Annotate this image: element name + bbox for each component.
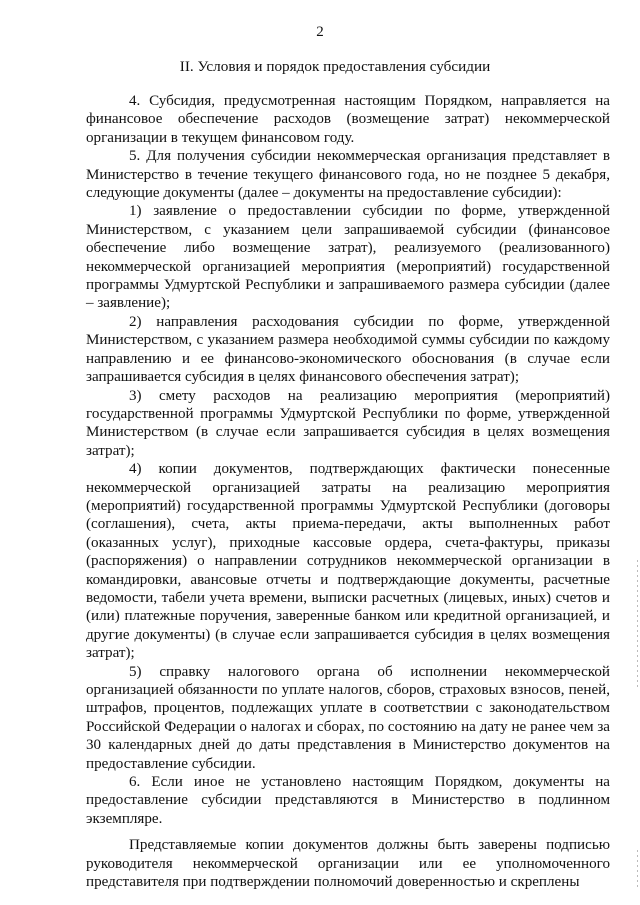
paragraph-4-subsidy-purpose: 4. Субсидия, предусмотренная настоящим Порядком, направляется на финансовое обеспечение расходов (возмещение затрат) некоммерческой организации в текущем финансовом году. (86, 93, 610, 146)
list-item-2-spending-directions: 2) направления расходования субсидии по форме, утвержденной Министерством, с указанием размера необходимой суммы субсидии по каждому направлению и ее финансово-экономического обоснования (в случае если запрашивается субсидия в целях финансового обеспечения затрат); (86, 313, 610, 386)
paragraph-copies-certification: Представляемые копии документов должны быть заверены подписью руководителя некоммерческой организации или ее уполномоченного представителя при подтверждении полномочий доверенностью и скреплены (86, 837, 610, 891)
list-item-3-cost-estimate: 3) смету расходов на реализацию мероприятия (мероприятий) государственной программы Удмуртской Республики по форме, утвержденной Министерством (в случае если запрашивается субсидия в целях возмещения затрат); (86, 387, 610, 459)
scan-edge-mark (637, 560, 638, 690)
list-item-5-tax-certificate: 5) справку налогового органа об исполнении некоммерческой организацией обязанности по уплате налогов, сборов, страховых взносов, пеней, штрафов, процентов, подлежащих уплате в соответствии с законодательством Российской Федерации о налогах и сборах, по состоянию на дату не ранее чем за 30 календарных дней до даты представления в Министерство документов на предоставление субсидии. (86, 663, 610, 772)
section-heading: II. Условия и порядок предоставления субсидии (179, 58, 491, 75)
paragraph-5-documents-list: 5. Для получения субсидии некоммерческая организация представляет в Министерство в течение текущего финансового года, но не позднее 5 декабря, следующие документы (далее – документы на предоставление субсидии): (86, 148, 610, 202)
list-item-1-application: 1) заявление о предоставлении субсидии по форме, утвержденной Министерством, с указанием цели запрашиваемой субсидии (финансовое обеспечение либо возмещение затрат), реализуемого (реализованного) некоммерческой организацией мероприятия (мероприятий) государственной программы Удмуртской Республики и запрашиваемого размера субсидии (далее – заявление); (86, 203, 610, 312)
scan-edge-mark (637, 850, 638, 890)
paragraph-6-original-documents: 6. Если иное не установлено настоящим Порядком, документы на предоставление субсидии представляются в Министерство в подлинном экземпляре. (86, 774, 610, 827)
body-text (86, 92, 610, 891)
page-number: 2 (316, 24, 324, 40)
list-item-4-document-copies: 4) копии документов, подтверждающих фактически понесенные некоммерческой организацией затраты на реализацию мероприятия (мероприятий) государственной программы Удмуртской Республики (договоры (соглашения), счета, акты приема-передачи, акты выполненных работ (оказанных услуг), приходные кассовые ордера, счета-фактуры, приказы (распоряжения) о направлении сотрудников некоммерческой организации в командировки, авансовые отчеты и подтверждающие документы, расчетные ведомости, табели учета времени, выписки расчетных (лицевых, иных) счетов и (или) платежные поручения, заверенные банком или кредитной организацией, и другие документы) (в случае если запрашивается субсидия в целях возмещения затрат); (86, 461, 610, 662)
